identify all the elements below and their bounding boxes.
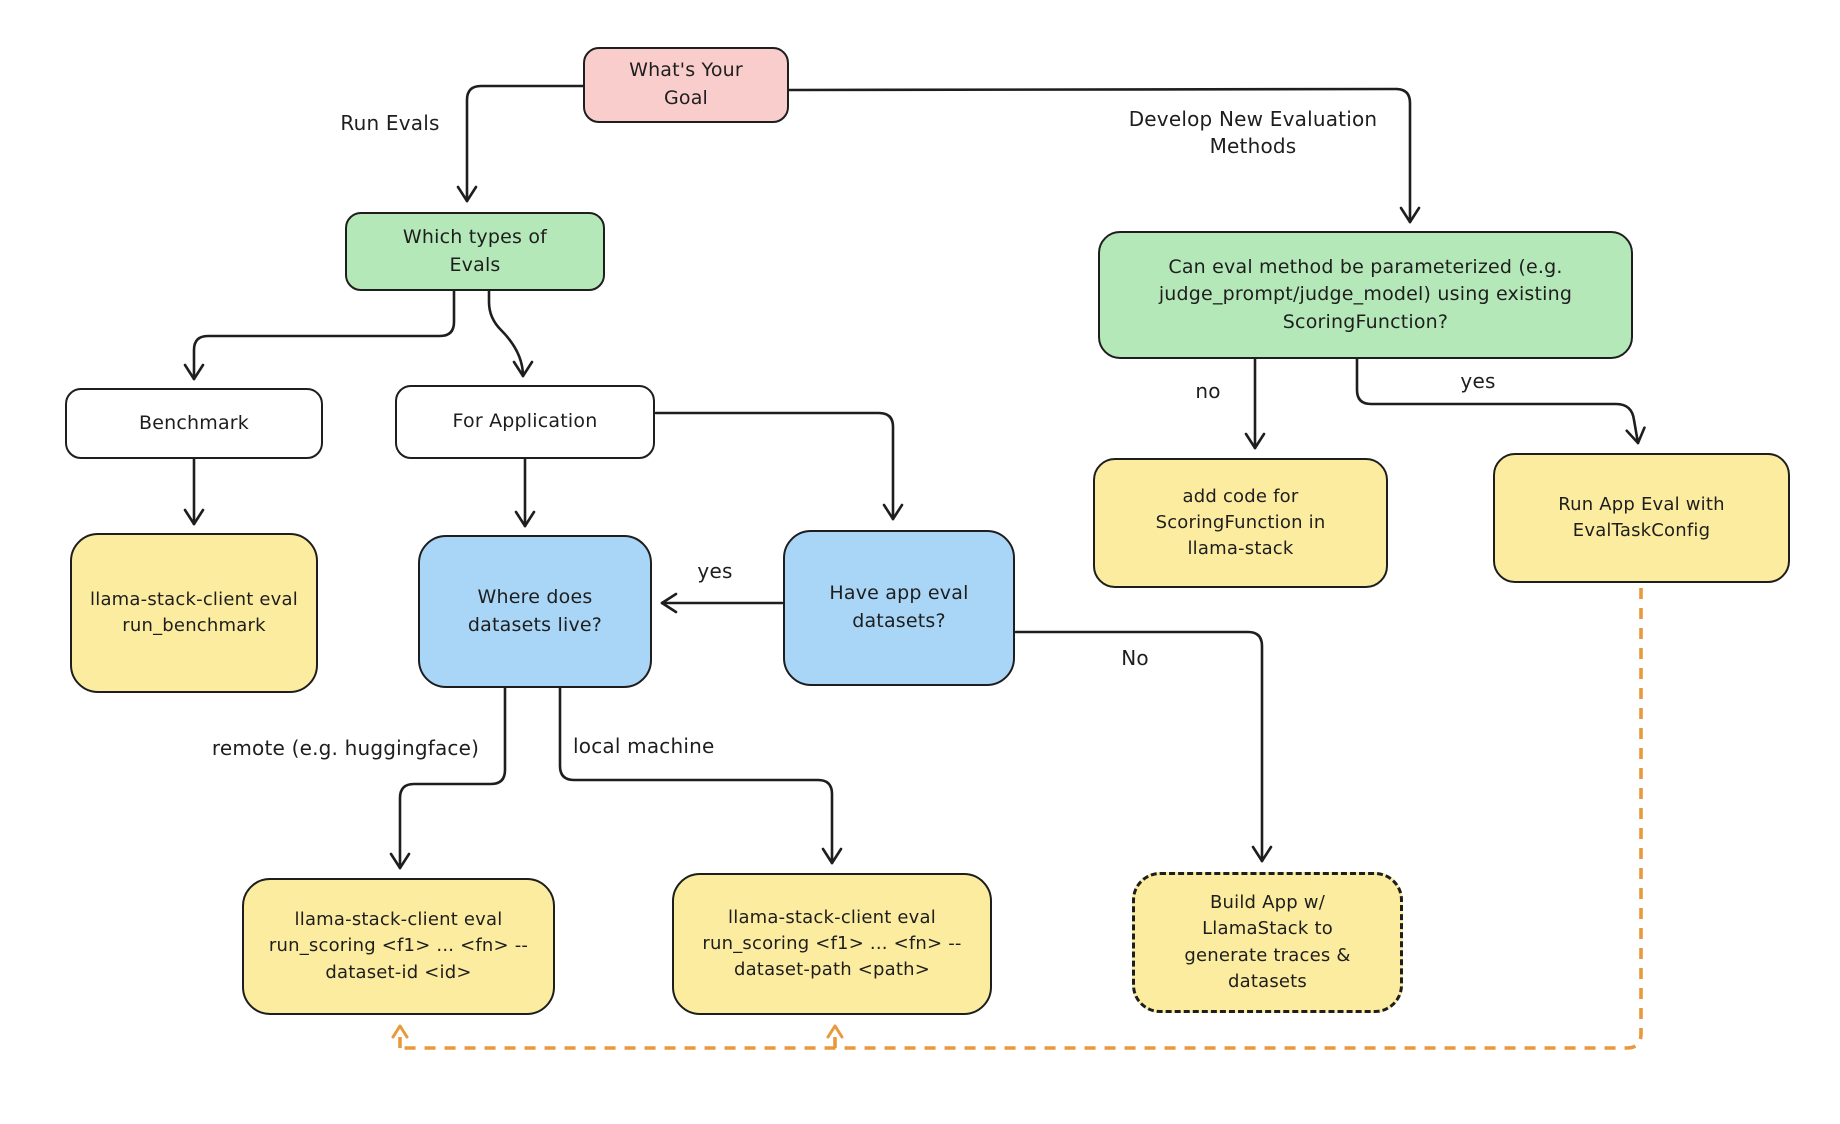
edge-label-remote-huggingface: remote (e.g. huggingface): [211, 736, 480, 760]
node-label: llama-stack-client eval run_scoring <f1> ... <fn> --dataset-path <path>: [702, 906, 962, 981]
edge-goal-to-which-types: [467, 86, 583, 201]
edge-label-run-evals: Run Evals: [340, 111, 440, 135]
edge-label-local-machine: local machine: [573, 734, 715, 758]
node-which-types-of-evals: [345, 212, 605, 291]
edge-label-yes-have-datasets: yes: [697, 559, 733, 583]
node-run-app-eval-evaltaskconfig: [1493, 453, 1790, 583]
node-run-benchmark-cmd: [70, 533, 318, 693]
node-label: Where does datasets live?: [467, 585, 603, 636]
node-label: For Application: [452, 410, 598, 433]
node-can-eval-method-be-parameterized: [1098, 231, 1633, 359]
edge-label-yes-parameterized: yes: [1460, 369, 1496, 393]
edge-which-types-to-for-application: [489, 291, 523, 376]
node-label: llama-stack-client eval run_benchmark: [90, 588, 298, 636]
node-label: Run App Eval with EvalTaskConfig: [1558, 493, 1725, 541]
node-have-app-eval-datasets: [783, 530, 1015, 686]
node-run-scoring-dataset-path-cmd: [672, 873, 992, 1015]
edge-label-develop-new-evaluation-methods: Develop New Evaluation Methods: [1128, 107, 1378, 158]
node-label: Can eval method be parameterized (e.g. judge_prompt/judge_model) using existing ScoringFunction?: [1158, 255, 1573, 333]
node-label: llama-stack-client eval run_scoring <f1> ... <fn> --dataset-id <id>: [268, 909, 529, 983]
node-build-app-llamastack: [1132, 872, 1403, 1013]
node-label: Have app eval datasets?: [829, 582, 969, 632]
edge-which-types-to-benchmark: [194, 291, 454, 379]
node-whats-your-goal: [583, 47, 789, 123]
edge-label-no-have-datasets: No: [1121, 646, 1149, 670]
edge-for-application-to-have-datasets: [656, 413, 893, 519]
node-add-code-scoringfunction: [1093, 458, 1388, 588]
node-label: Benchmark: [138, 411, 250, 434]
edge-where-datasets-local-to-run-scoring-path: [560, 688, 832, 863]
node-where-does-datasets-live: [418, 535, 652, 688]
node-label: Which types of Evals: [402, 225, 548, 276]
node-label: add code for ScoringFunction in llama-stack: [1155, 485, 1326, 560]
node-for-application: [395, 385, 655, 459]
edge-label-no-parameterized: no: [1195, 379, 1221, 403]
node-label: What's Your Goal: [629, 59, 743, 109]
node-run-scoring-dataset-id-cmd: [242, 878, 555, 1015]
node-benchmark: [65, 388, 323, 459]
edge-where-datasets-remote-to-run-scoring-id: [400, 688, 505, 868]
node-label: Build App w/ LlamaStack to generate traces & datasets: [1184, 892, 1351, 992]
